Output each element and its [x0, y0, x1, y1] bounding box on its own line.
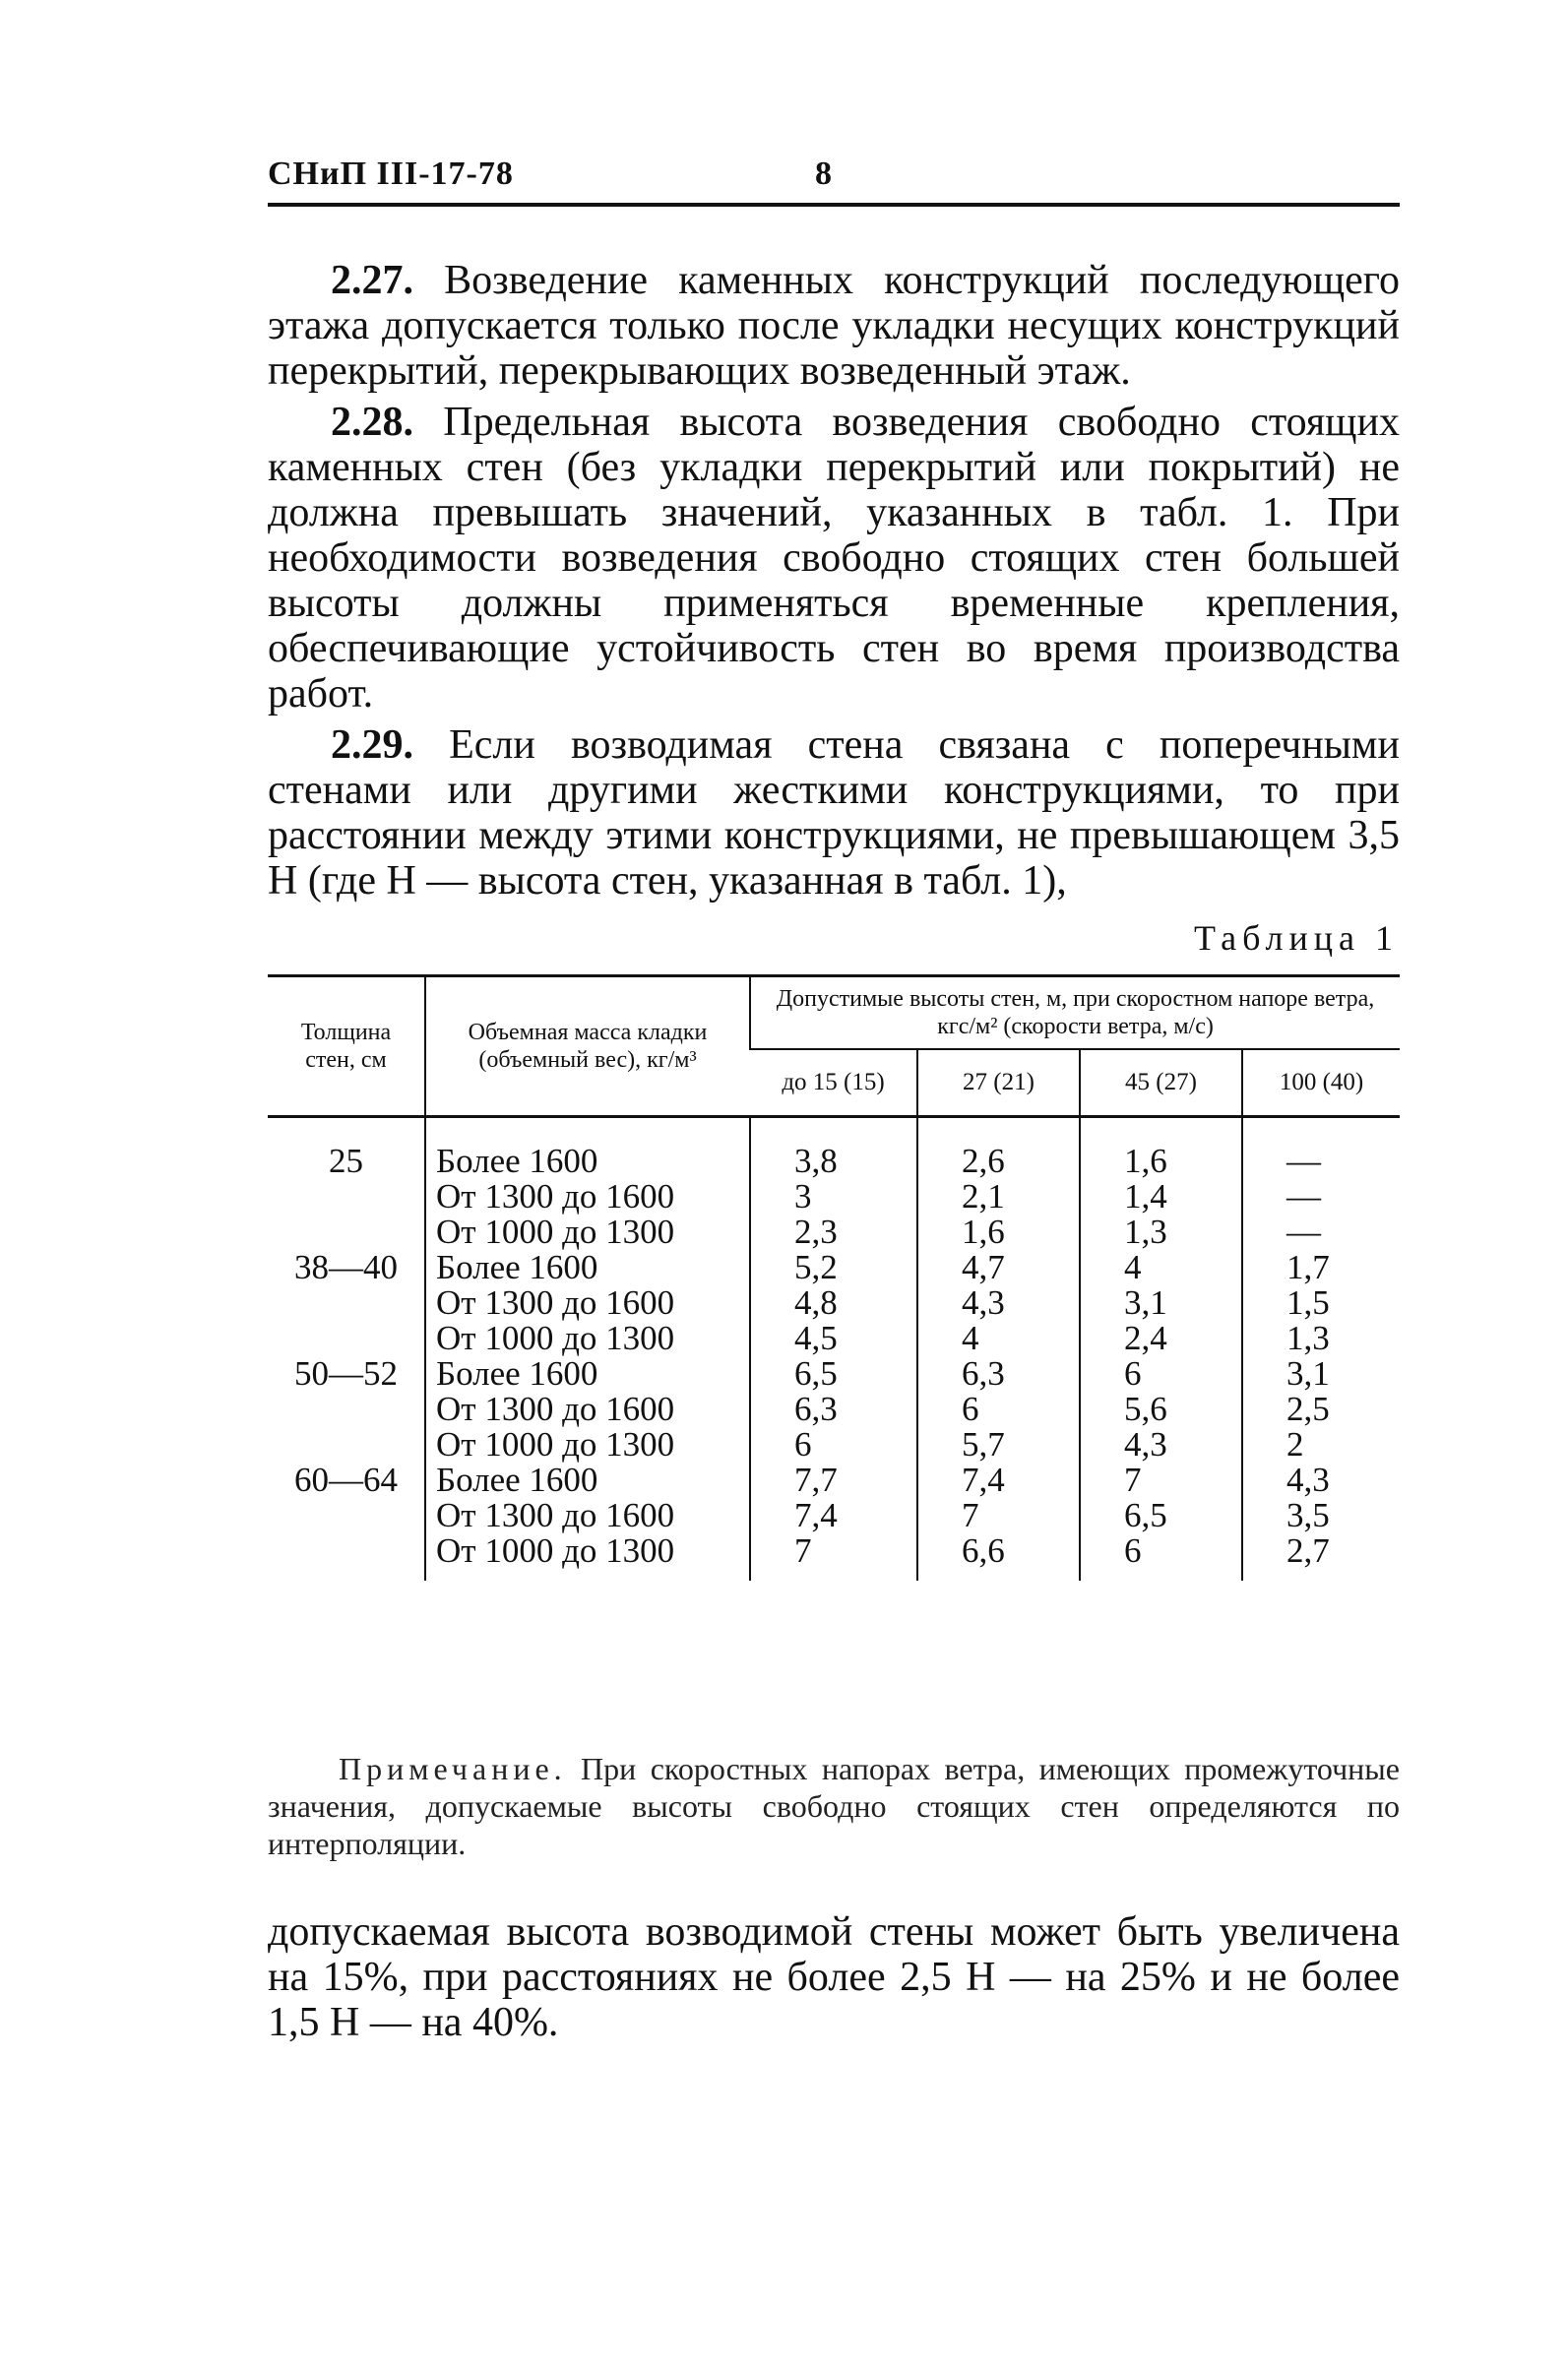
- cell-mass: Более 1600 От 1300 до 1600 От 1000 до 1300: [425, 1463, 750, 1581]
- paragraph-2-29: 2.29. Если возводимая стена связана с поперечными стенами или другими жесткими конструкциями, то при расстоянии между этими конструкциями, не превышающем 3,5 H (где H — высота стен, указанная в табл. 1),: [268, 722, 1400, 904]
- cell-height-wind-27: 4,7 4,3 4: [917, 1250, 1080, 1356]
- cell-height-wind-100: 1,7 1,5 1,3: [1242, 1250, 1400, 1356]
- cell-height-wind-45: 6 5,6 4,3: [1080, 1356, 1242, 1463]
- final-paragraph: допускаемая высота возводимой стены может быть увеличена на 15%, при расстояниях не более 2,5 H — на 25% и не более 1,5 H — на 40%.: [268, 1909, 1400, 2045]
- note-text: При скоростных напорах ветра, имеющих промежуточные значения, допускаемые высоты свободно стоящих стен определяются по интерполяции.: [268, 1751, 1400, 1861]
- cell-mass: Более 1600 От 1300 до 1600 От 1000 до 1300: [425, 1250, 750, 1356]
- body-text: [268, 258, 1400, 909]
- cell-height-wind-45: 4 3,1 2,4: [1080, 1250, 1242, 1356]
- table-caption: Таблица 1: [1194, 918, 1399, 958]
- table-note: [268, 1750, 1400, 1862]
- header-wind-45: 45 (27): [1080, 1049, 1242, 1117]
- cell-thickness: 25: [329, 1142, 363, 1180]
- document-code: СНиП III-17-78: [268, 156, 514, 192]
- header-rule: [268, 203, 1400, 207]
- header-wind-15: до 15 (15): [750, 1049, 917, 1117]
- cell-mass: Более 1600 От 1300 до 1600 От 1000 до 1300: [425, 1117, 750, 1251]
- cell-height-wind-15: 6,5 6,3 6: [750, 1356, 917, 1463]
- cell-height-wind-100: 3,1 2,5 2: [1242, 1356, 1400, 1463]
- header-heights: Допустимые высоты стен, м, при скоростном напоре ветра, кгс/м² (скорости ветра, м/с): [750, 976, 1400, 1050]
- table-row: [268, 1463, 1400, 1581]
- header-wind-100: 100 (40): [1242, 1049, 1400, 1117]
- table-row: [268, 1250, 1400, 1356]
- cell-height-wind-100: 4,3 3,5 2,7: [1242, 1463, 1400, 1581]
- cell-height-wind-45: 7 6,5 6: [1080, 1463, 1242, 1581]
- table-row: [268, 1356, 1400, 1463]
- cell-height-wind-15: 3,8 3 2,3: [750, 1117, 917, 1251]
- table-1: [268, 974, 1400, 1581]
- note-label: Примечание.: [339, 1751, 567, 1786]
- paragraph-2-27: 2.27. Возведение каменных конструкций последующего этажа допускается только после укладки несущих конструкций перекрытий, перекрывающих возведенный этаж.: [268, 258, 1400, 394]
- header-wind-27: 27 (21): [917, 1049, 1080, 1117]
- cell-thickness: 50—52: [294, 1354, 398, 1393]
- cell-height-wind-27: 7,4 7 6,6: [917, 1463, 1080, 1581]
- page-number: 8: [815, 156, 832, 192]
- cell-height-wind-27: 6,3 6 5,7: [917, 1356, 1080, 1463]
- table-row: [268, 1117, 1400, 1251]
- header-mass: Объемная масса кладки (объемный вес), кг/м³: [425, 976, 750, 1117]
- cell-height-wind-15: 7,7 7,4 7: [750, 1463, 917, 1581]
- cell-height-wind-45: 1,6 1,4 1,3: [1080, 1117, 1242, 1251]
- paragraph-2-28: 2.28. Предельная высота возведения свободно стоящих каменных стен (без укладки перекрытий или покрытий) не должна превышать значений, указанных в табл. 1. При необходимости возведения свободно стоящих стен большей высоты должны применяться временные крепления, обеспечивающие устойчивость стен во время производства работ.: [268, 400, 1400, 717]
- cell-height-wind-100: — — —: [1242, 1117, 1400, 1251]
- cell-mass: Более 1600 От 1300 до 1600 От 1000 до 1300: [425, 1356, 750, 1463]
- cell-thickness: 60—64: [294, 1461, 398, 1499]
- cell-height-wind-27: 2,6 2,1 1,6: [917, 1117, 1080, 1251]
- cell-thickness: 38—40: [294, 1248, 398, 1286]
- header-thickness: Толщина стен, см: [268, 976, 425, 1117]
- cell-height-wind-15: 5,2 4,8 4,5: [750, 1250, 917, 1356]
